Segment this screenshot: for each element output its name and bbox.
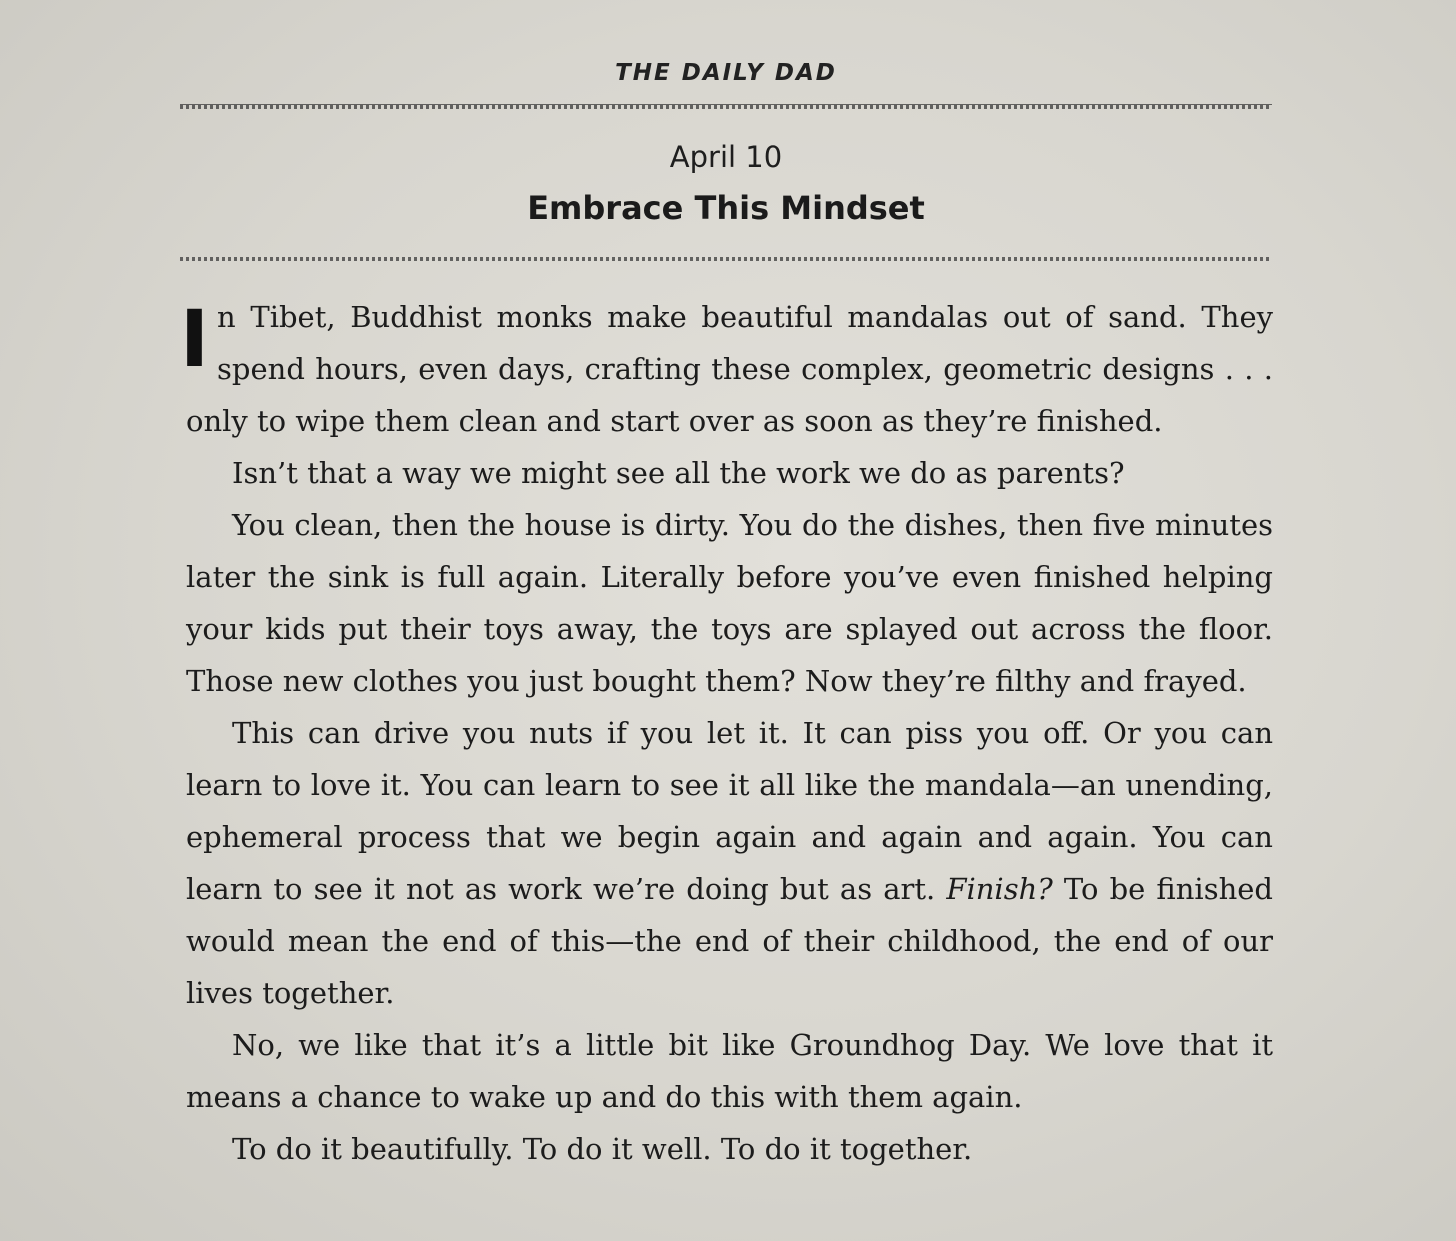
entry-title: Embrace This Mindset [527,189,925,227]
entry-date: April 10 [669,140,783,174]
body-text [180,291,1273,1175]
paragraph-4-text-b: To be finished would mean the end of this—the end of their childhood, the end of our lives together. [186,872,1273,1010]
paragraph-1 [180,291,1273,447]
top-ornamental-rule [180,104,1272,109]
paragraph-2: Isn’t that a way we might see all the work we do as parents? [232,456,1125,490]
paragraph-6: To do it beautifully. To do it well. To do it together. [232,1132,973,1166]
paragraph-4-text-a: This can drive you nuts if you let it. It can piss you off. Or you can learn to love it. You can learn to see it all like the mandala—an unending, ephemeral process that we begin again and again and again. You can learn to see it not as work we’re doing but as art. [186,716,1273,906]
paragraph-4-italic: Finish? [946,872,1053,906]
bottom-ornamental-rule [180,257,1272,261]
paragraph-4 [186,707,1273,1019]
running-head: THE DAILY DAD [615,60,837,86]
paragraph-5: No, we like that it’s a little bit like Groundhog Day. We love that it means a chance to wake up and do this with them again. [186,1028,1273,1114]
paragraph-3: You clean, then the house is dirty. You do the dishes, then five minutes later the sink is full again. Literally before you’ve even finished helping your kids put their toys away, the toys are splayed out across the floor. Those new clothes you just bought them? Now they’re filthy and frayed. [186,508,1273,698]
drop-cap: I [180,295,210,385]
paragraph-1-text: n Tibet, Buddhist monks make beautiful mandalas out of sand. They spend hours, even days, crafting these complex, geometric designs . . . only to wipe them clean and start over as soon as they’re finished. [186,300,1273,438]
